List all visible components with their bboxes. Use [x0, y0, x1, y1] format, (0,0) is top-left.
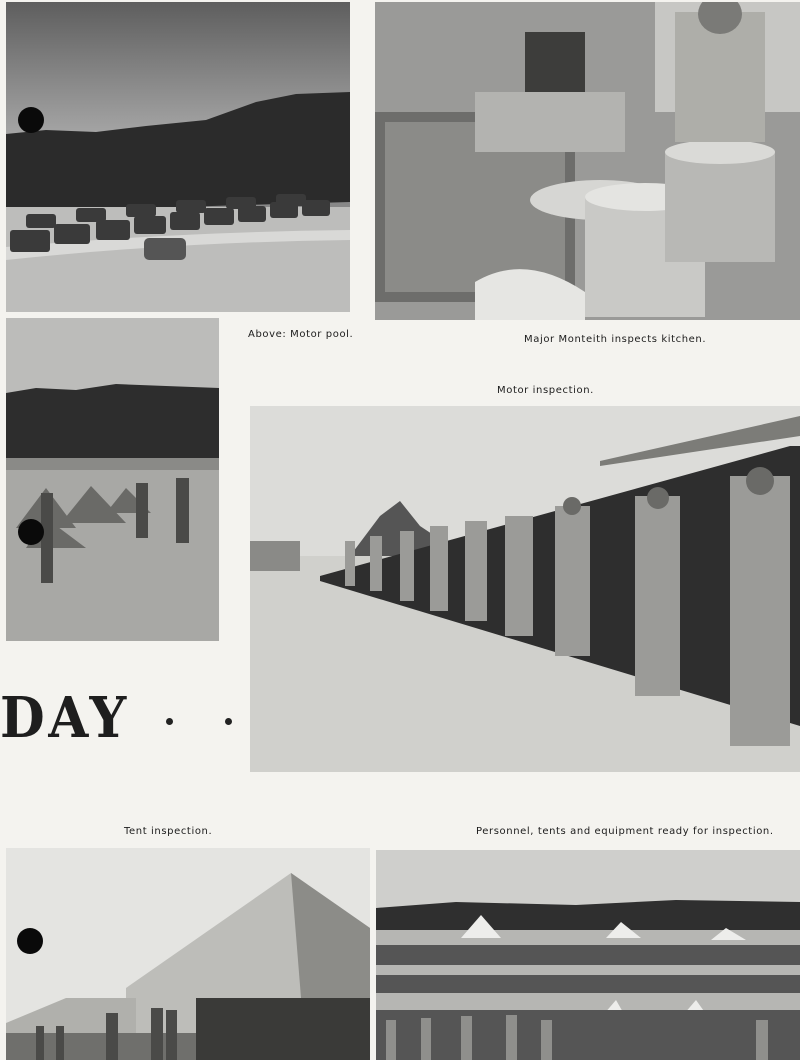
motor-inspection-photo: [250, 406, 800, 772]
caption-tent-inspection: Tent inspection.: [124, 826, 213, 837]
kitchen-photo: [375, 2, 800, 320]
caption-motor-pool: Above: Motor pool.: [248, 329, 354, 340]
tent-inspection-photo: [6, 848, 370, 1060]
caption-motor-inspection: Motor inspection.: [497, 385, 594, 396]
headline-dot: [225, 718, 232, 725]
caption-kitchen: Major Monteith inspects kitchen.: [524, 334, 707, 345]
personnel-ready-photo: [376, 850, 800, 1060]
binder-hole: [18, 519, 44, 545]
headline-fragment: DAY: [0, 685, 130, 751]
headline-dot: [166, 718, 173, 725]
binder-hole: [18, 107, 44, 133]
motor-pool-photo: [6, 2, 350, 312]
caption-personnel-ready: Personnel, tents and equipment ready for inspection.: [476, 826, 774, 837]
field-tents-photo: [6, 318, 219, 641]
binder-hole: [17, 928, 43, 954]
